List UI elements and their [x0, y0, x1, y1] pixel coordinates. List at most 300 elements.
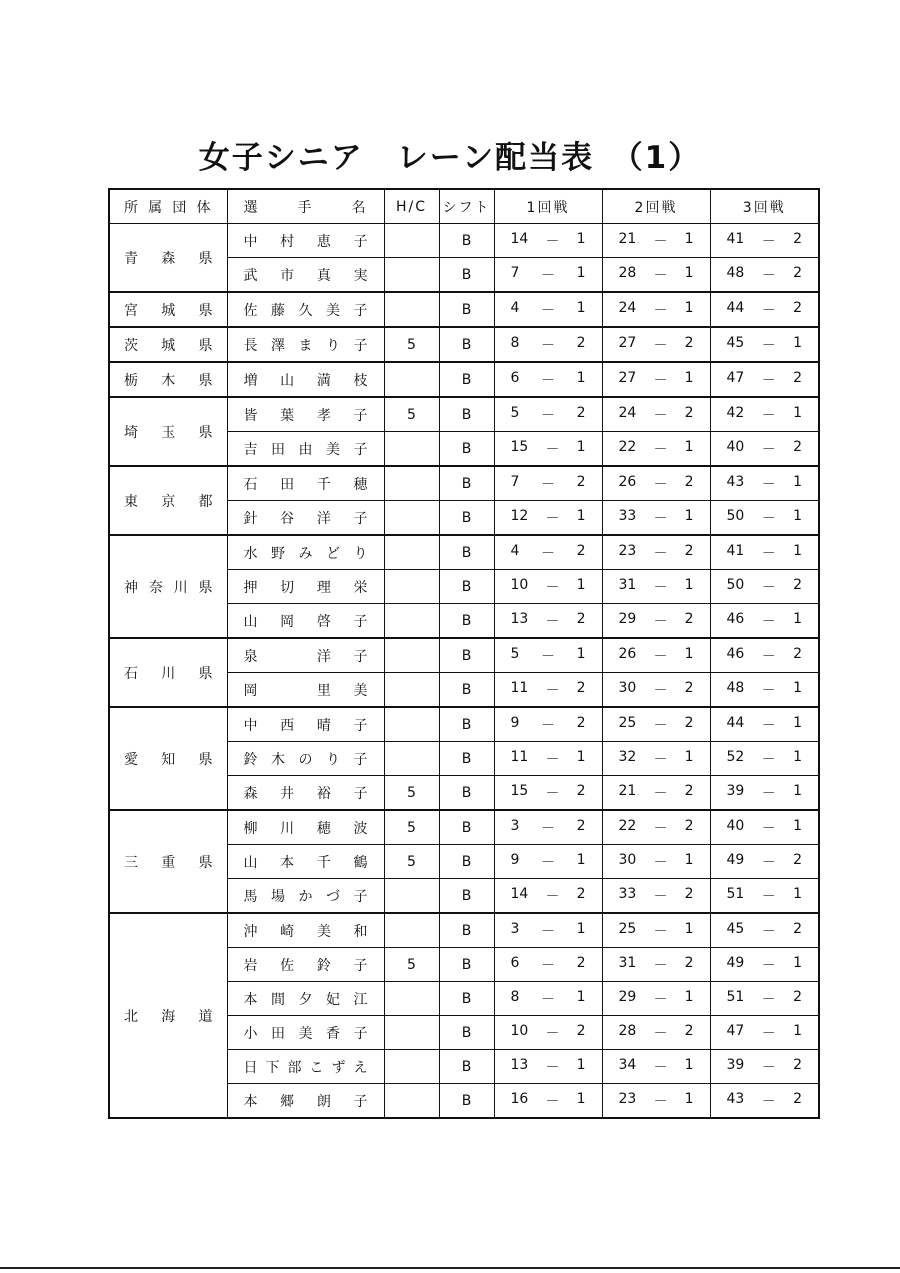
- bottom-rule: [0, 1267, 900, 1269]
- dash-separator: －: [545, 751, 560, 768]
- round-3-cell: [710, 292, 819, 327]
- dash-separator: －: [761, 923, 776, 940]
- dash-separator: －: [761, 820, 776, 837]
- handicap-cell: 5: [384, 845, 439, 879]
- game-number: 2: [793, 851, 802, 868]
- lane-number: 52: [726, 748, 745, 765]
- organization-cell: 愛知県: [109, 707, 227, 810]
- round-1-cell: [494, 327, 602, 362]
- game-number: 2: [576, 1022, 586, 1039]
- game-number: 1: [684, 438, 694, 455]
- game-number: 1: [793, 817, 802, 834]
- dash-separator: －: [761, 1025, 776, 1042]
- round-3-cell: [710, 258, 819, 293]
- round-3-cell: [710, 810, 819, 845]
- lane-number: 7: [510, 264, 520, 281]
- shift-cell: B: [439, 879, 494, 914]
- organization-cell: 北海道: [109, 913, 227, 1118]
- round-1-cell: [494, 362, 602, 397]
- round-2-cell: [602, 1084, 710, 1119]
- game-number: 1: [684, 299, 694, 316]
- lane-number: 6: [510, 369, 520, 386]
- header-shift: シフト: [439, 189, 494, 224]
- round-1-cell: [494, 292, 602, 327]
- header-organization: 所属団体: [109, 189, 227, 224]
- player-name-cell: 針谷洋子: [227, 501, 384, 536]
- round-2-cell: [602, 742, 710, 776]
- player-name-cell: 武市真実: [227, 258, 384, 293]
- lane-number: 5: [510, 645, 520, 662]
- round-3-cell: [710, 362, 819, 397]
- round-3-cell: [710, 1050, 819, 1084]
- round-1-cell: [494, 224, 602, 258]
- lane-number: 45: [726, 334, 745, 351]
- round-3-cell: [710, 535, 819, 570]
- header-player-name: 選手名: [227, 189, 384, 224]
- player-name-cell: 皆葉孝子: [227, 397, 384, 432]
- shift-cell: B: [439, 466, 494, 501]
- player-name-cell: 増山満枝: [227, 362, 384, 397]
- round-2-cell: [602, 258, 710, 293]
- lane-number: 41: [726, 542, 745, 559]
- shift-cell: B: [439, 673, 494, 708]
- lane-number: 8: [510, 334, 520, 351]
- handicap-cell: [384, 466, 439, 501]
- shift-cell: B: [439, 258, 494, 293]
- round-1-cell: [494, 432, 602, 467]
- lane-number: 42: [726, 404, 745, 421]
- lane-number: 9: [510, 714, 520, 731]
- round-2-cell: [602, 327, 710, 362]
- handicap-cell: [384, 1084, 439, 1119]
- player-name-cell: 押切理栄: [227, 570, 384, 604]
- round-1-cell: [494, 913, 602, 948]
- round-1-cell: [494, 1050, 602, 1084]
- player-name-cell: 本間夕妃江: [227, 982, 384, 1016]
- round-2-cell: [602, 982, 710, 1016]
- handicap-cell: [384, 570, 439, 604]
- player-name-cell: 岡 里美: [227, 673, 384, 708]
- game-number: 2: [684, 1022, 694, 1039]
- game-number: 2: [576, 714, 586, 731]
- table-row: [109, 362, 819, 397]
- dash-separator: －: [653, 1025, 668, 1042]
- dash-separator: －: [545, 785, 560, 802]
- lane-number: 11: [510, 748, 529, 765]
- round-2-cell: [602, 673, 710, 708]
- dash-separator: －: [541, 820, 555, 837]
- game-number: 1: [576, 851, 586, 868]
- lane-number: 26: [618, 473, 637, 490]
- game-number: 1: [684, 369, 694, 386]
- dash-separator: －: [761, 888, 776, 905]
- shift-cell: B: [439, 982, 494, 1016]
- handicap-cell: [384, 362, 439, 397]
- player-name-cell: 中村恵子: [227, 224, 384, 258]
- handicap-cell: [384, 742, 439, 776]
- organization-cell: 宮城県: [109, 292, 227, 327]
- shift-cell: B: [439, 432, 494, 467]
- round-1-cell: [494, 879, 602, 914]
- lane-number: 51: [726, 988, 745, 1005]
- player-name-cell: 日下部こずえ: [227, 1050, 384, 1084]
- table-row: [109, 327, 819, 362]
- game-number: 2: [576, 679, 586, 696]
- dash-separator: －: [653, 407, 668, 424]
- game-number: 1: [793, 1022, 802, 1039]
- lane-number: 47: [726, 369, 745, 386]
- lane-number: 12: [510, 507, 529, 524]
- shift-cell: B: [439, 707, 494, 742]
- dash-separator: －: [761, 407, 776, 424]
- shift-cell: B: [439, 1084, 494, 1119]
- table-row: [109, 397, 819, 432]
- round-2-cell: [602, 432, 710, 467]
- game-number: 1: [576, 645, 586, 662]
- round-2-cell: [602, 397, 710, 432]
- shift-cell: B: [439, 362, 494, 397]
- lane-number: 45: [726, 920, 745, 937]
- lane-number: 50: [726, 576, 745, 593]
- handicap-cell: [384, 707, 439, 742]
- dash-separator: －: [761, 441, 776, 458]
- game-number: 2: [793, 576, 802, 593]
- round-2-cell: [602, 948, 710, 982]
- lane-number: 41: [726, 230, 745, 247]
- game-number: 1: [793, 679, 802, 696]
- lane-number: 40: [726, 817, 745, 834]
- shift-cell: B: [439, 327, 494, 362]
- dash-separator: －: [653, 476, 668, 493]
- round-1-cell: [494, 1084, 602, 1119]
- lane-number: 9: [510, 851, 520, 868]
- dash-separator: －: [653, 372, 668, 389]
- game-number: 2: [684, 542, 694, 559]
- round-3-cell: [710, 466, 819, 501]
- dash-separator: －: [653, 441, 668, 458]
- table-row: [109, 707, 819, 742]
- dash-separator: －: [545, 1059, 560, 1076]
- dash-separator: －: [761, 545, 776, 562]
- game-number: 2: [793, 369, 802, 386]
- handicap-cell: [384, 1050, 439, 1084]
- game-number: 2: [684, 782, 694, 799]
- game-number: 2: [684, 679, 694, 696]
- lane-number: 8: [510, 988, 520, 1005]
- round-1-cell: [494, 845, 602, 879]
- handicap-cell: 5: [384, 327, 439, 362]
- round-2-cell: [602, 570, 710, 604]
- player-name-cell: 岩佐鈴子: [227, 948, 384, 982]
- handicap-cell: [384, 432, 439, 467]
- game-number: 2: [576, 334, 586, 351]
- lane-number: 13: [510, 610, 529, 627]
- round-3-cell: [710, 570, 819, 604]
- dash-separator: －: [545, 613, 560, 630]
- game-number: 1: [684, 264, 694, 281]
- round-2-cell: [602, 466, 710, 501]
- round-3-cell: [710, 432, 819, 467]
- player-name-cell: 小田美香子: [227, 1016, 384, 1050]
- handicap-cell: 5: [384, 948, 439, 982]
- handicap-cell: 5: [384, 776, 439, 811]
- player-name-cell: 長澤まり子: [227, 327, 384, 362]
- handicap-cell: [384, 913, 439, 948]
- game-number: 2: [793, 988, 802, 1005]
- handicap-cell: [384, 224, 439, 258]
- lane-number: 39: [726, 782, 745, 799]
- round-3-cell: [710, 982, 819, 1016]
- game-number: 2: [576, 610, 586, 627]
- round-2-cell: [602, 879, 710, 914]
- game-number: 2: [576, 817, 586, 834]
- player-name-cell: 佐藤久美子: [227, 292, 384, 327]
- lane-number: 24: [618, 299, 637, 316]
- handicap-cell: [384, 258, 439, 293]
- organization-cell: 栃木県: [109, 362, 227, 397]
- game-number: 1: [576, 264, 586, 281]
- lane-number: 30: [618, 851, 637, 868]
- table-row: [109, 224, 819, 258]
- dash-separator: －: [761, 510, 776, 527]
- round-1-cell: [494, 948, 602, 982]
- player-name-cell: 山岡啓子: [227, 604, 384, 639]
- shift-cell: B: [439, 292, 494, 327]
- game-number: 2: [684, 954, 694, 971]
- dash-separator: －: [541, 407, 555, 424]
- lane-number: 27: [618, 369, 637, 386]
- round-2-cell: [602, 362, 710, 397]
- dash-separator: －: [761, 302, 776, 319]
- lane-number: 33: [618, 507, 637, 524]
- game-number: 1: [576, 920, 586, 937]
- dash-separator: －: [541, 302, 555, 319]
- lane-number: 26: [618, 645, 637, 662]
- round-2-cell: [602, 638, 710, 673]
- dash-separator: －: [653, 923, 668, 940]
- lane-number: 25: [618, 714, 637, 731]
- dash-separator: －: [541, 337, 555, 354]
- game-number: 1: [684, 748, 694, 765]
- game-number: 1: [576, 230, 586, 247]
- game-number: 1: [793, 954, 802, 971]
- organization-cell: 三重県: [109, 810, 227, 913]
- lane-number: 15: [510, 782, 529, 799]
- lane-number: 46: [726, 645, 745, 662]
- round-3-cell: [710, 327, 819, 362]
- dash-separator: －: [545, 682, 560, 699]
- handicap-cell: 5: [384, 397, 439, 432]
- dash-separator: －: [761, 1093, 776, 1110]
- organization-cell: 神奈川県: [109, 535, 227, 638]
- shift-cell: B: [439, 535, 494, 570]
- game-number: 1: [684, 230, 694, 247]
- dash-separator: －: [653, 991, 668, 1008]
- round-3-cell: [710, 397, 819, 432]
- shift-cell: B: [439, 1050, 494, 1084]
- game-number: 2: [576, 782, 586, 799]
- round-2-cell: [602, 913, 710, 948]
- game-number: 2: [576, 885, 586, 902]
- lane-number: 22: [618, 438, 637, 455]
- lane-number: 7: [510, 473, 520, 490]
- table-row: [109, 292, 819, 327]
- game-number: 1: [793, 473, 802, 490]
- lane-number: 49: [726, 851, 745, 868]
- shift-cell: B: [439, 742, 494, 776]
- dash-separator: －: [541, 476, 555, 493]
- round-1-cell: [494, 501, 602, 536]
- game-number: 1: [576, 438, 586, 455]
- dash-separator: －: [653, 613, 668, 630]
- round-3-cell: [710, 948, 819, 982]
- table-header-row: [109, 189, 819, 224]
- dash-separator: －: [761, 751, 776, 768]
- dash-separator: －: [761, 682, 776, 699]
- table-body: [109, 224, 819, 1119]
- lane-number: 23: [618, 1090, 637, 1107]
- shift-cell: B: [439, 501, 494, 536]
- dash-separator: －: [761, 372, 776, 389]
- game-number: 1: [684, 1056, 694, 1073]
- lane-number: 39: [726, 1056, 745, 1073]
- round-2-cell: [602, 810, 710, 845]
- round-3-cell: [710, 707, 819, 742]
- header-round-2: 2回戦: [602, 189, 710, 224]
- game-number: 1: [684, 507, 694, 524]
- page-title: 女子シニア レーン配当表 （1）: [198, 140, 702, 176]
- game-number: 1: [576, 507, 586, 524]
- round-1-cell: [494, 466, 602, 501]
- lane-number: 3: [510, 920, 520, 937]
- handicap-cell: [384, 1016, 439, 1050]
- organization-cell: 青森県: [109, 224, 227, 293]
- lane-number: 13: [510, 1056, 529, 1073]
- lane-number: 10: [510, 1022, 529, 1039]
- player-name-cell: 本郷朗子: [227, 1084, 384, 1119]
- round-1-cell: [494, 258, 602, 293]
- player-name-cell: 馬場かづ子: [227, 879, 384, 914]
- game-number: 2: [576, 404, 586, 421]
- round-2-cell: [602, 776, 710, 811]
- lane-number: 15: [510, 438, 529, 455]
- dash-separator: －: [761, 233, 776, 250]
- dash-separator: －: [545, 888, 560, 905]
- lane-number: 4: [510, 542, 520, 559]
- game-number: 2: [793, 299, 802, 316]
- game-number: 1: [684, 576, 694, 593]
- lane-number: 40: [726, 438, 745, 455]
- handicap-cell: [384, 982, 439, 1016]
- dash-separator: －: [653, 957, 668, 974]
- lane-number: 5: [510, 404, 520, 421]
- lane-number: 24: [618, 404, 637, 421]
- round-1-cell: [494, 742, 602, 776]
- dash-separator: －: [653, 785, 668, 802]
- round-3-cell: [710, 913, 819, 948]
- table-row: [109, 535, 819, 570]
- round-3-cell: [710, 776, 819, 811]
- shift-cell: B: [439, 570, 494, 604]
- lane-number: 32: [618, 748, 637, 765]
- handicap-cell: 5: [384, 810, 439, 845]
- dash-separator: －: [761, 476, 776, 493]
- dash-separator: －: [545, 510, 560, 527]
- game-number: 1: [684, 988, 694, 1005]
- game-number: 1: [793, 885, 802, 902]
- dash-separator: －: [653, 717, 668, 734]
- game-number: 2: [576, 954, 586, 971]
- game-number: 1: [576, 748, 586, 765]
- game-number: 2: [793, 920, 802, 937]
- lane-number: 50: [726, 507, 745, 524]
- game-number: 2: [793, 438, 802, 455]
- dash-separator: －: [541, 854, 555, 871]
- game-number: 1: [793, 610, 802, 627]
- lane-number: 49: [726, 954, 745, 971]
- lane-number: 27: [618, 334, 637, 351]
- dash-separator: －: [545, 1025, 560, 1042]
- handicap-cell: [384, 535, 439, 570]
- dash-separator: －: [653, 682, 668, 699]
- player-name-cell: 沖崎美和: [227, 913, 384, 948]
- lane-number: 48: [726, 679, 745, 696]
- lane-number: 51: [726, 885, 745, 902]
- game-number: 1: [576, 576, 586, 593]
- lane-number: 46: [726, 610, 745, 627]
- round-1-cell: [494, 535, 602, 570]
- lane-number: 43: [726, 1090, 745, 1107]
- organization-cell: 茨城県: [109, 327, 227, 362]
- dash-separator: －: [541, 991, 555, 1008]
- shift-cell: B: [439, 604, 494, 639]
- dash-separator: －: [653, 545, 668, 562]
- round-2-cell: [602, 224, 710, 258]
- shift-cell: B: [439, 397, 494, 432]
- handicap-cell: [384, 292, 439, 327]
- round-3-cell: [710, 501, 819, 536]
- game-number: 2: [576, 473, 586, 490]
- dash-separator: －: [761, 613, 776, 630]
- dash-separator: －: [653, 1059, 668, 1076]
- lane-number: 48: [726, 264, 745, 281]
- dash-separator: －: [541, 372, 555, 389]
- round-1-cell: [494, 397, 602, 432]
- handicap-cell: [384, 604, 439, 639]
- dash-separator: －: [545, 579, 560, 596]
- dash-separator: －: [653, 820, 668, 837]
- game-number: 1: [793, 748, 802, 765]
- round-2-cell: [602, 292, 710, 327]
- round-3-cell: [710, 1084, 819, 1119]
- round-1-cell: [494, 638, 602, 673]
- lane-number: 31: [618, 954, 637, 971]
- round-2-cell: [602, 501, 710, 536]
- lane-number: 25: [618, 920, 637, 937]
- game-number: 1: [576, 988, 586, 1005]
- lane-number: 31: [618, 576, 637, 593]
- handicap-cell: [384, 501, 439, 536]
- lane-number: 28: [618, 264, 637, 281]
- game-number: 1: [576, 299, 586, 316]
- organization-cell: 石川県: [109, 638, 227, 707]
- dash-separator: －: [653, 751, 668, 768]
- dash-separator: －: [761, 267, 776, 284]
- dash-separator: －: [545, 1093, 560, 1110]
- dash-separator: －: [653, 888, 668, 905]
- game-number: 1: [576, 1090, 586, 1107]
- dash-separator: －: [541, 648, 555, 665]
